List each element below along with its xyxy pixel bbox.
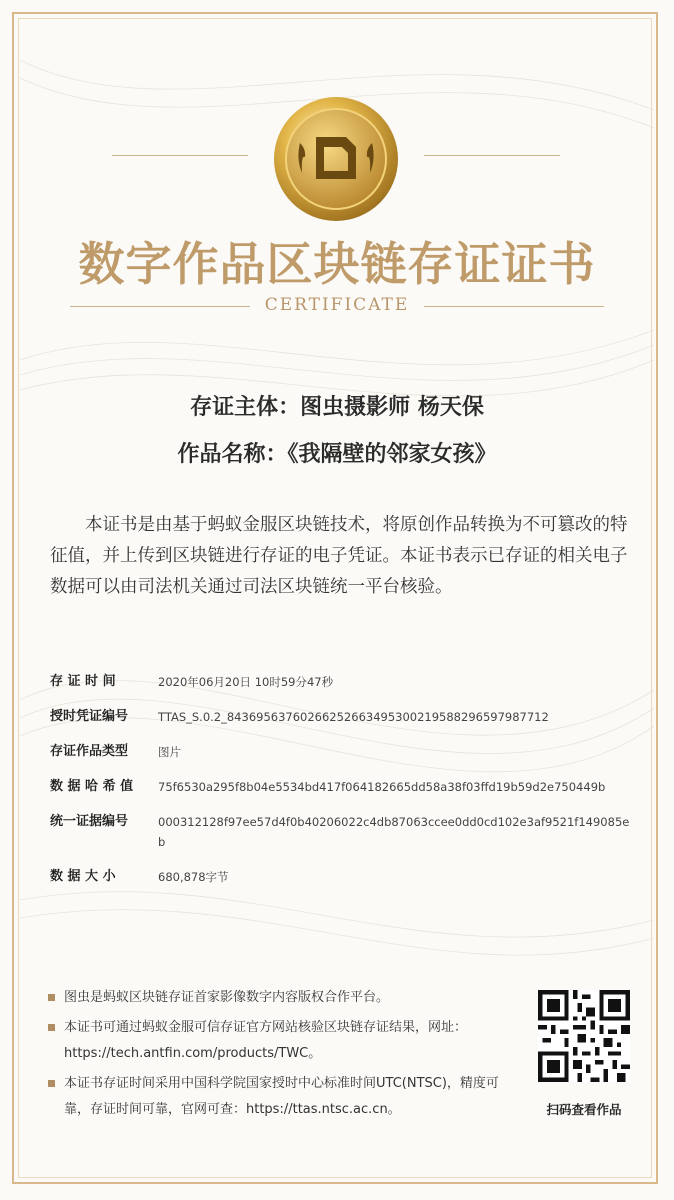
field-value: TTAS_S.0.2_843695637602662526634953002195882965979877​12 — [158, 710, 549, 724]
field-row — [50, 742, 630, 762]
note-item — [48, 1015, 508, 1067]
note-item — [48, 1071, 508, 1123]
field-label: 授时凭证编号 — [50, 709, 129, 724]
intro-paragraph: 本证书是由基于蚂蚁金服区块链技术，将原创作品转换为不可篡改的特征值，并上传到区块链进行存证的电子凭证。本证书表示已存证的相关电子数据可以由司法机关通过司法区块链统一平台核验。 — [50, 515, 628, 597]
field-label: 存证作品类型 — [50, 744, 129, 759]
field-value: 75f6530a295f8b04e5534bd417f064182665dd58a38f03ffd19b59d2e750449b — [158, 780, 606, 794]
field-row — [50, 672, 630, 692]
field-label: 存 证 时 间 — [50, 674, 116, 689]
deposit-holder: 存证主体：图虫摄影师 杨天保 — [190, 395, 484, 420]
top-left-rule — [112, 155, 248, 156]
square-bullet-icon — [48, 1024, 55, 1031]
gold-medal-logo-icon — [272, 95, 400, 223]
field-value: 2020年06月20日 10时59分47秒 — [158, 675, 334, 689]
certificate-subtitle: CERTIFICATE — [264, 295, 410, 315]
field-value: 000312128f97ee57d4f0b40206022c4db87063ccee0dd0cd102e3af9521f149085eb — [158, 815, 630, 849]
field-value: 680,878字节 — [158, 870, 229, 884]
field-row — [50, 707, 630, 727]
note-text: 本证书可通过蚂蚁金服可信存证官方网站核验区块链存证结果，网址：https://tech.antfin.com/products/TWC。 — [64, 1020, 468, 1061]
field-label: 统一证据编号 — [50, 814, 129, 829]
note-text: 本证书存证时间采用中国科学院国家授时中心标准时间UTC(NTSC)，精度可靠，存证时间可靠，官网可查：https://ttas.ntsc.ac.cn。 — [64, 1076, 499, 1117]
field-row — [50, 812, 630, 852]
field-label: 数 据 大 小 — [50, 869, 116, 884]
note-text: 图虫是蚂蚁区块链存证首家影像数字内容版权合作平台。 — [64, 990, 390, 1005]
certificate-title: 数字作品区块链存证证书 — [78, 237, 596, 291]
qr-caption: 扫码查看作品 — [546, 1102, 622, 1117]
field-row — [50, 867, 630, 887]
square-bullet-icon — [48, 994, 55, 1001]
field-label: 数 据 哈 希 值 — [50, 779, 134, 794]
certificate-info-list — [50, 672, 630, 902]
note-item — [48, 985, 508, 1011]
work-name: 作品名称：《我隔壁的邻家女孩》 — [177, 442, 497, 467]
notes-list — [48, 985, 508, 1127]
qr-code-icon[interactable] — [538, 990, 630, 1082]
field-row — [50, 777, 630, 797]
field-value: 图片 — [158, 745, 181, 759]
top-right-rule — [424, 155, 560, 156]
square-bullet-icon — [48, 1080, 55, 1087]
